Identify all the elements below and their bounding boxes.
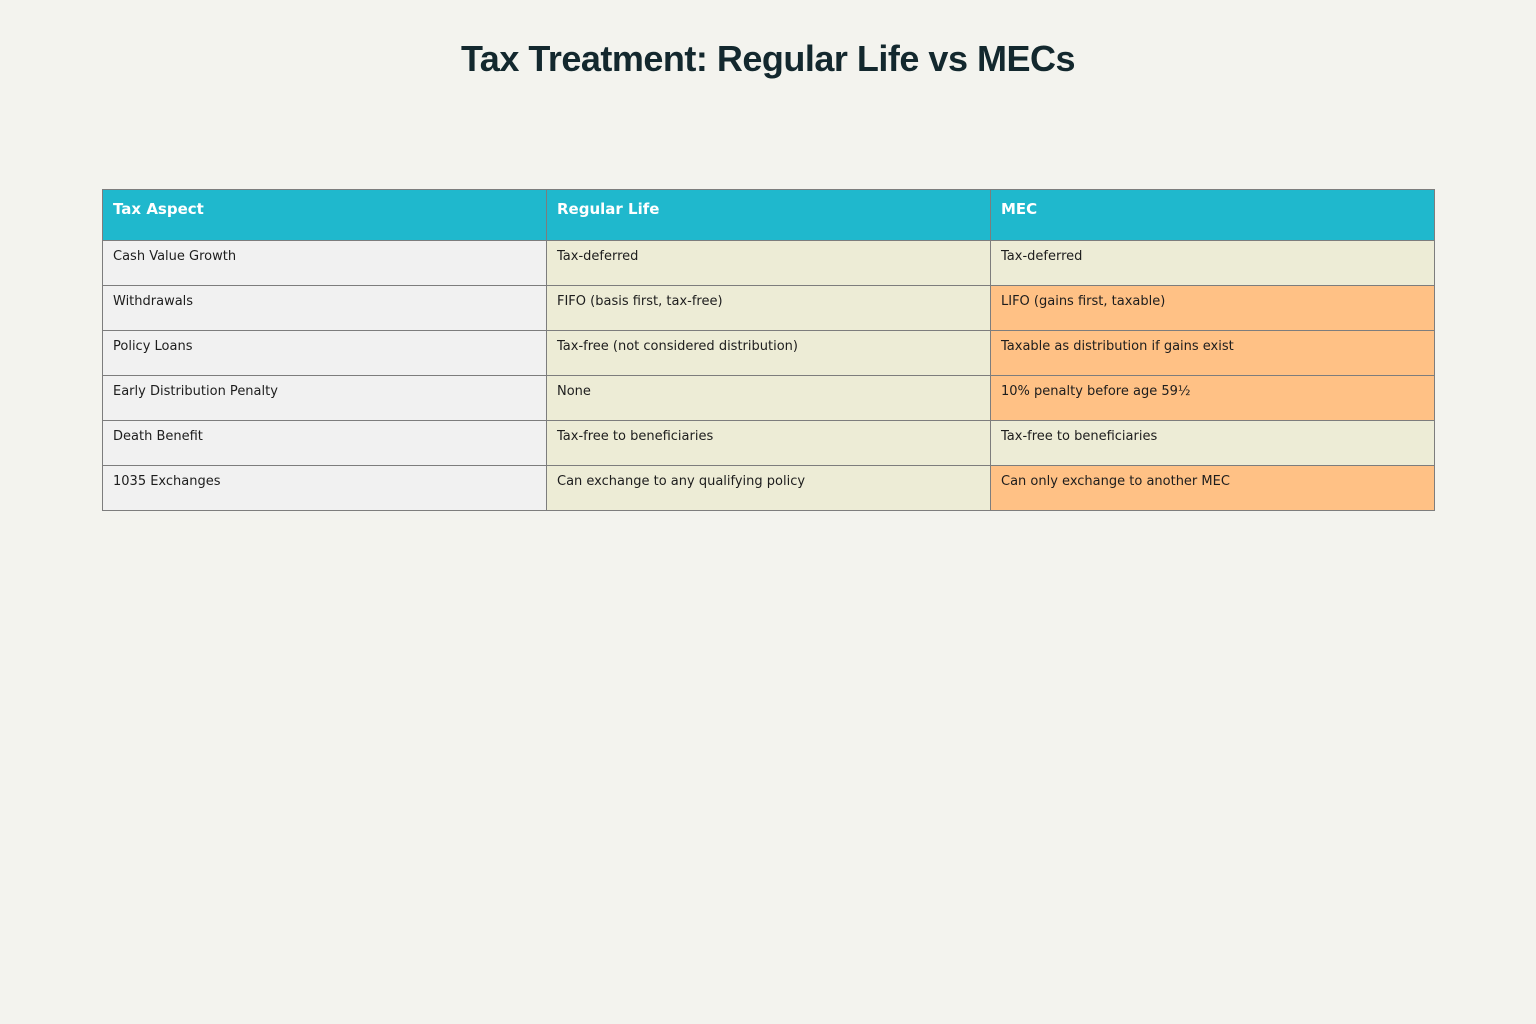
comparison-table <box>102 189 1435 511</box>
table-row <box>103 286 1435 331</box>
aspect-cell: Policy Loans <box>103 331 547 376</box>
table-row <box>103 331 1435 376</box>
mec-cell: Tax-deferred <box>991 241 1435 286</box>
regular-life-cell: Tax-free to beneficiaries <box>547 421 991 466</box>
aspect-cell: Death Benefit <box>103 421 547 466</box>
mec-cell: LIFO (gains first, taxable) <box>991 286 1435 331</box>
aspect-cell: 1035 Exchanges <box>103 466 547 511</box>
aspect-cell: Cash Value Growth <box>103 241 547 286</box>
table-row <box>103 241 1435 286</box>
table-row <box>103 466 1435 511</box>
table-row <box>103 376 1435 421</box>
header-row <box>103 190 1435 241</box>
header-tax-aspect: Tax Aspect <box>103 190 547 241</box>
regular-life-cell: FIFO (basis first, tax-free) <box>547 286 991 331</box>
table-row <box>103 421 1435 466</box>
regular-life-cell: Tax-free (not considered distribution) <box>547 331 991 376</box>
mec-cell: Tax-free to beneficiaries <box>991 421 1435 466</box>
aspect-cell: Withdrawals <box>103 286 547 331</box>
regular-life-cell: Can exchange to any qualifying policy <box>547 466 991 511</box>
header-mec: MEC <box>991 190 1435 241</box>
regular-life-cell: None <box>547 376 991 421</box>
table-body <box>103 241 1435 511</box>
mec-cell: Can only exchange to another MEC <box>991 466 1435 511</box>
header-regular-life: Regular Life <box>547 190 991 241</box>
chart-title: Tax Treatment: Regular Life vs MECs <box>460 38 1075 79</box>
regular-life-cell: Tax-deferred <box>547 241 991 286</box>
mec-cell: 10% penalty before age 59½ <box>991 376 1435 421</box>
mec-cell: Taxable as distribution if gains exist <box>991 331 1435 376</box>
aspect-cell: Early Distribution Penalty <box>103 376 547 421</box>
